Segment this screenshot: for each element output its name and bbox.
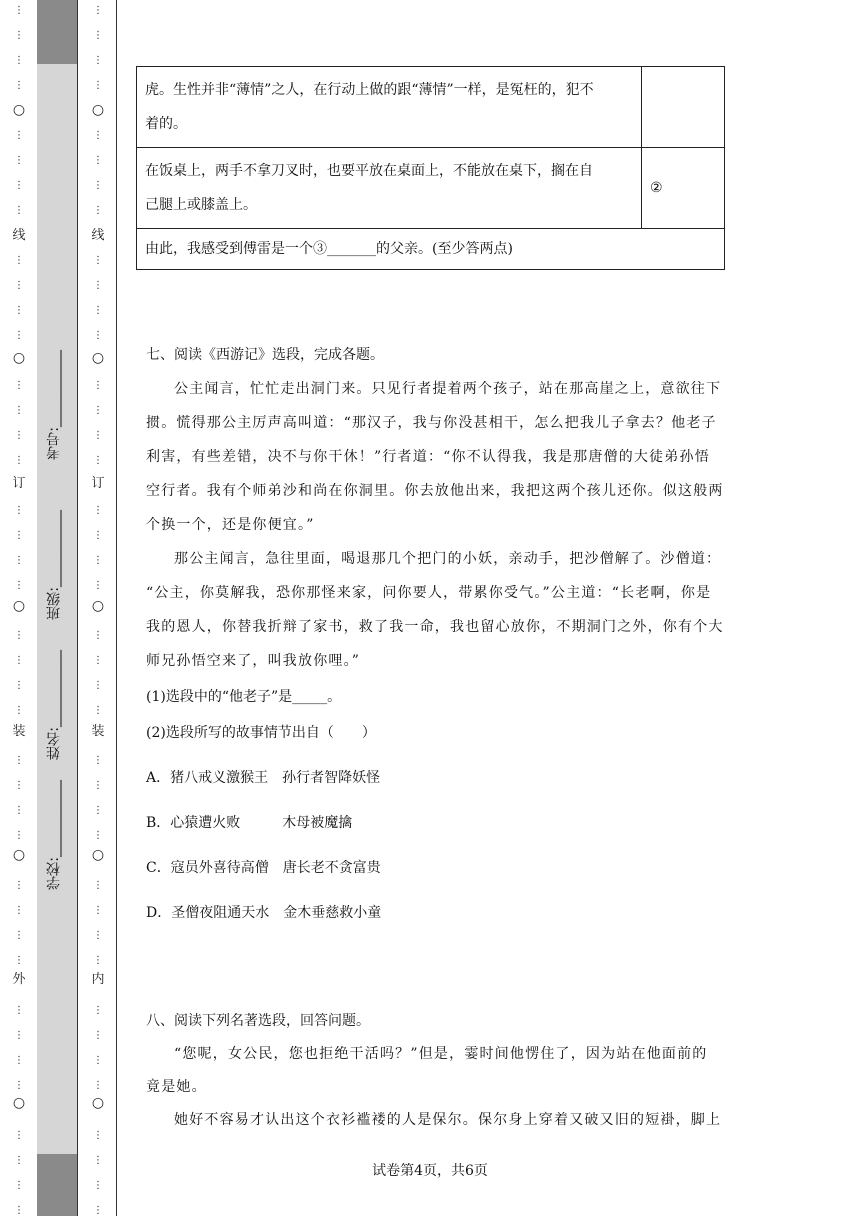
binding-dot: ⋮ — [93, 1005, 103, 1016]
binding-dot: ⋮ — [14, 530, 24, 541]
student-info-fields — [44, 350, 70, 890]
binding-dot: ⋮ — [14, 130, 24, 141]
binding-dot: ⋮ — [93, 55, 103, 66]
binding-dot: ⋮ — [93, 1030, 103, 1041]
binding-dot: ⋮ — [93, 880, 103, 891]
binding-dot: ⋮ — [93, 505, 103, 516]
school-field[interactable]: 学校:___________ — [46, 780, 62, 890]
passage-line: “您呢，女公民，您也拒绝干活吗？”但是，霎时间他愣住了，因为站在他面前的 — [174, 1046, 708, 1062]
binding-dot: ⋮ — [14, 830, 24, 841]
binding-dot: ⋮ — [14, 330, 24, 341]
binding-dot: ⋮ — [14, 30, 24, 41]
binding-dot: ⋮ — [93, 955, 103, 966]
binding-dot: ⋮ — [14, 580, 24, 591]
passage-line: “公主，你莫解我，恐你那怪来家，问你要人，带累你受气。”公主道：“长老啊，你是 — [146, 585, 712, 601]
binding-dot: ⋮ — [93, 580, 103, 591]
binding-dot: ⋮ — [14, 280, 24, 291]
binding-circle-icon: ○ — [91, 1095, 105, 1111]
binding-dot: ⋮ — [14, 1180, 24, 1191]
binding-dot: ⋮ — [93, 1180, 103, 1191]
binding-dot: ⋮ — [14, 1130, 24, 1141]
binding-circle-icon: ○ — [12, 350, 26, 366]
passage-line: 空行者。我有个师弟沙和尚在你洞里。你去放他出来，我把这两个孩儿还你。似这般两 — [146, 483, 724, 499]
binding-dot: ⋮ — [93, 180, 103, 191]
binding-dot: ⋮ — [14, 655, 24, 666]
option-b[interactable]: B．心猿遭火败 木母被魔擒 — [146, 815, 353, 831]
binding-dot: ⋮ — [93, 905, 103, 916]
table-row — [137, 229, 725, 270]
binding-dot: ⋮ — [93, 805, 103, 816]
binding-circle-icon: ○ — [12, 102, 26, 118]
binding-marker-char: 线 — [91, 228, 105, 243]
passage-line: 利害，有些差错，决不与你干休！”行者道：“你不认得我，我是那唐僧的大徒弟孙悟 — [146, 449, 710, 465]
binding-circle-icon: ○ — [91, 350, 105, 366]
passage-line: 竟是她。 — [146, 1079, 207, 1095]
binding-dot: ⋮ — [93, 430, 103, 441]
binding-marker-char: 订 — [12, 476, 26, 491]
binding-circle-icon: ○ — [12, 1095, 26, 1111]
binding-dot: ⋮ — [93, 5, 103, 16]
binding-dot: ⋮ — [93, 280, 103, 291]
binding-dot: ⋮ — [14, 405, 24, 416]
question-2: (2)选段所写的故事情节出自（ ） — [146, 725, 376, 741]
binding-dot: ⋮ — [14, 755, 24, 766]
option-a[interactable]: A．猪八戒义激猴王 孙行者智降妖怪 — [146, 770, 381, 786]
table-cell-summary: 由此，我感受到傅雷是一个③_______的父亲。(至少答两点) — [137, 229, 725, 270]
binding-dot: ⋮ — [14, 180, 24, 191]
binding-dot: ⋮ — [14, 1055, 24, 1066]
binding-dot: ⋮ — [93, 655, 103, 666]
question-1: (1)选段中的“他老子”是_____。 — [146, 689, 342, 705]
passage-line: 公主闻言，忙忙走出洞门来。只见行者提着两个孩子，站在那高崖之上，意欲往下 — [174, 381, 722, 397]
section8-heading: 八、阅读下列名著选段，回答问题。 — [146, 1013, 370, 1029]
binding-marker-char: 装 — [91, 724, 105, 739]
binding-dot: ⋮ — [93, 555, 103, 566]
binding-dot: ⋮ — [14, 930, 24, 941]
binding-marker-char: 外 — [12, 972, 26, 987]
binding-dot: ⋮ — [93, 330, 103, 341]
passage-line: 我的恩人，你替我折辩了家书，救了我一命，我也留心放你，不期洞门之外，你有个大 — [146, 619, 724, 635]
binding-dot: ⋮ — [14, 955, 24, 966]
binding-dot: ⋮ — [93, 455, 103, 466]
binding-dot: ⋮ — [93, 1080, 103, 1091]
table-cell-text — [137, 148, 642, 229]
binding-dot: ⋮ — [93, 405, 103, 416]
table-row — [137, 148, 725, 229]
cell-line: 在饭桌上，两手不拿刀叉时，也要平放在桌面上，不能放在桌下，搁在自 — [145, 163, 593, 179]
binding-dot: ⋮ — [93, 305, 103, 316]
binding-dot: ⋮ — [14, 505, 24, 516]
binding-dot: ⋮ — [14, 305, 24, 316]
binding-circle-icon: ○ — [91, 102, 105, 118]
binding-marker-char: 内 — [91, 972, 105, 987]
binding-dot: ⋮ — [93, 930, 103, 941]
binding-dot: ⋮ — [93, 780, 103, 791]
binding-dot: ⋮ — [14, 255, 24, 266]
table-cell-text — [137, 67, 642, 148]
binding-dot: ⋮ — [93, 830, 103, 841]
binding-dot: ⋮ — [14, 705, 24, 716]
binding-dot: ⋮ — [14, 680, 24, 691]
cell-line: 虎。生性并非“薄情”之人，在行动上做的跟“薄情”一样，是冤枉的，犯不 — [145, 82, 594, 98]
binding-dot: ⋮ — [93, 630, 103, 641]
binding-dot: ⋮ — [93, 80, 103, 91]
section7-heading: 七、阅读《西游记》选段，完成各题。 — [146, 347, 384, 363]
outer-dotted-column — [12, 0, 26, 1216]
cell-line: 着的。 — [145, 116, 187, 132]
passage-line: 个换一个，还是你便宜。” — [146, 517, 315, 533]
table-row — [137, 67, 725, 148]
binding-circle-icon: ○ — [12, 598, 26, 614]
margin-dark-band — [37, 0, 77, 64]
option-d[interactable]: D．圣僧夜阻通天水 金木垂慈救小童 — [146, 905, 382, 921]
binding-dot: ⋮ — [93, 1130, 103, 1141]
passage-line: 掼。慌得那公主厉声高叫道：“那汉子，我与你没甚相干，怎么把我儿子拿去？他老子 — [146, 415, 717, 431]
binding-dot: ⋮ — [14, 80, 24, 91]
binding-dot: ⋮ — [14, 555, 24, 566]
binding-marker-char: 装 — [12, 724, 26, 739]
margin-line — [116, 0, 117, 1216]
exam-number-field[interactable]: 考号:___________ — [46, 350, 62, 460]
binding-dot: ⋮ — [14, 205, 24, 216]
binding-circle-icon: ○ — [12, 847, 26, 863]
binding-dot: ⋮ — [14, 1080, 24, 1091]
binding-dot: ⋮ — [93, 130, 103, 141]
binding-dot: ⋮ — [93, 680, 103, 691]
table-cell-answer[interactable]: ② — [642, 148, 725, 229]
binding-dot: ⋮ — [14, 380, 24, 391]
passage-line: 那公主闻言，急往里面，喝退那几个把门的小妖，亲动手，把沙僧解了。沙僧道： — [174, 551, 722, 567]
name-field[interactable]: 姓名:___________ — [46, 650, 62, 760]
binding-dot: ⋮ — [14, 55, 24, 66]
binding-dot: ⋮ — [93, 755, 103, 766]
binding-dot: ⋮ — [14, 455, 24, 466]
binding-dot: ⋮ — [14, 5, 24, 16]
table-cell-answer[interactable] — [642, 67, 725, 148]
binding-dot: ⋮ — [14, 630, 24, 641]
inner-dotted-column — [91, 0, 105, 1216]
passage-line: 师兄孙悟空来了，叫我放你哩。” — [146, 653, 361, 669]
margin-line — [77, 0, 78, 1216]
binding-dot: ⋮ — [93, 205, 103, 216]
class-field[interactable]: 班级:___________ — [46, 510, 62, 620]
answer-table — [136, 66, 725, 270]
binding-marker-char: 订 — [91, 476, 105, 491]
binding-dot: ⋮ — [14, 880, 24, 891]
binding-circle-icon: ○ — [91, 598, 105, 614]
binding-dot: ⋮ — [14, 780, 24, 791]
binding-dot: ⋮ — [14, 805, 24, 816]
binding-dot: ⋮ — [93, 1155, 103, 1166]
binding-dot: ⋮ — [14, 1030, 24, 1041]
cell-line: 己腿上或膝盖上。 — [145, 197, 257, 213]
binding-dot: ⋮ — [93, 255, 103, 266]
binding-dot: ⋮ — [14, 1155, 24, 1166]
binding-dot: ⋮ — [93, 530, 103, 541]
binding-dot: ⋮ — [93, 380, 103, 391]
binding-dot: ⋮ — [14, 905, 24, 916]
binding-dot: ⋮ — [93, 705, 103, 716]
binding-marker-char: 线 — [12, 228, 26, 243]
binding-dot: ⋮ — [14, 1005, 24, 1016]
binding-margin — [0, 0, 118, 1216]
binding-dot: ⋮ — [93, 1055, 103, 1066]
passage-line: 她好不容易才认出这个衣衫褴褛的人是保尔。保尔身上穿着又破又旧的短褂，脚上 — [174, 1112, 722, 1128]
binding-dot: ⋮ — [93, 30, 103, 41]
page-footer: 试卷第4页，共6页 — [372, 1163, 488, 1179]
binding-circle-icon: ○ — [91, 847, 105, 863]
binding-dot: ⋮ — [14, 1205, 24, 1216]
binding-dot: ⋮ — [93, 155, 103, 166]
binding-dot: ⋮ — [93, 1205, 103, 1216]
binding-dot: ⋮ — [14, 430, 24, 441]
binding-dot: ⋮ — [14, 155, 24, 166]
option-c[interactable]: C．寇员外喜待高僧 唐长老不贪富贵 — [146, 860, 381, 876]
